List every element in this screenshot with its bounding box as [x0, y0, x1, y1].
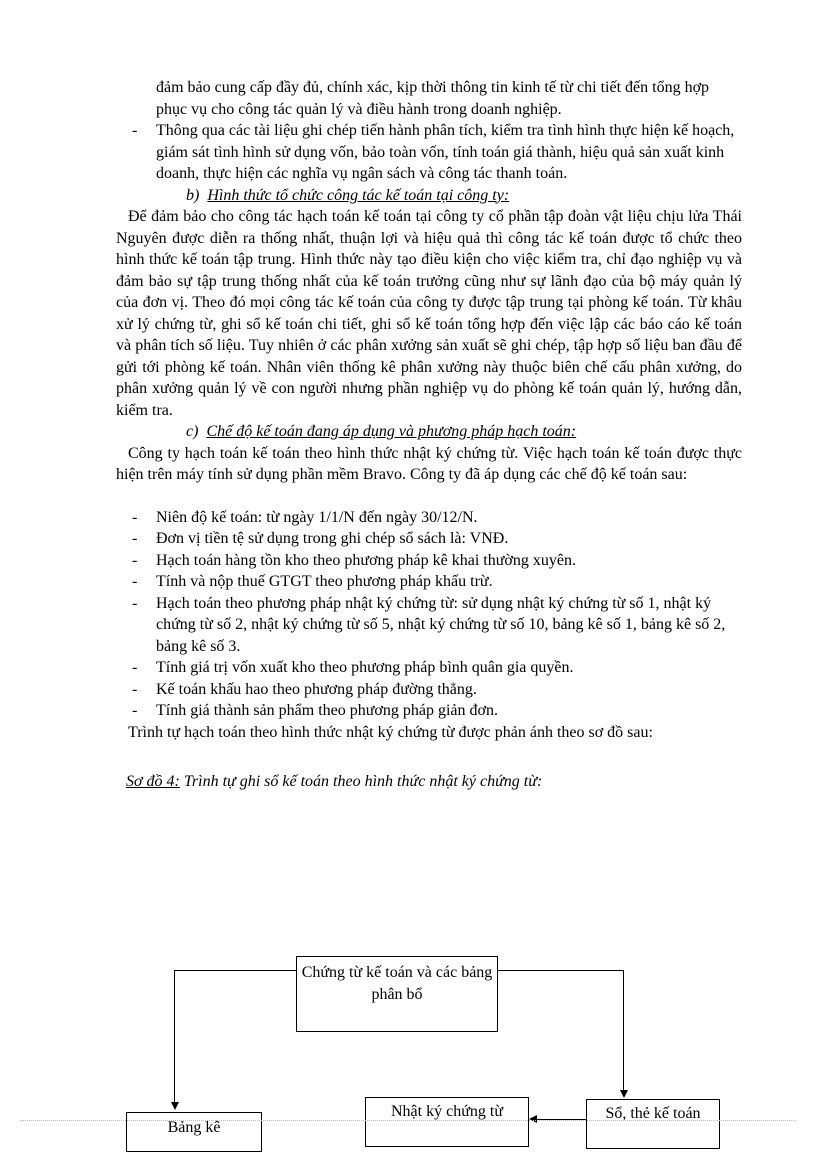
box-label: Sổ, thẻ kế toán	[605, 1105, 701, 1122]
box-detail-ledgers	[586, 1099, 720, 1149]
box-label: Chứng từ kế toán và các bảng phân bổ	[301, 964, 493, 1003]
paragraph-regime-intro: Công ty hạch toán kế toán theo hình thức nhật ký chứng từ. Việc hạch toán kế toán được thực hiện trên máy tính sử dụng phần mềm Bravo. Công ty đã áp dụng các chế độ kế toán sau:	[116, 444, 742, 483]
regime-list	[116, 507, 742, 722]
list-item: - Tính và nộp thuế GTGT theo phương pháp khấu trừ.	[116, 571, 742, 593]
list-item: - Hạch toán hàng tồn kho theo phương pháp kê khai thường xuyên.	[116, 550, 742, 572]
continuation-text: đảm bảo cung cấp đầy đủ, chính xác, kịp thời thông tin kinh tế từ chi tiết đến tổng hợp phục vụ cho công tác quản lý và điều hành trong doanh nghiệp.	[156, 79, 710, 118]
list-item: - Tính giá thành sản phẩm theo phương pháp giản đơn.	[116, 700, 742, 722]
list-item: - Niên độ kế toán: từ ngày 1/1/N đến ngày 30/12/N.	[116, 507, 742, 529]
blank-line	[116, 486, 742, 507]
connector-line	[623, 970, 624, 1091]
box-summary-sheet	[126, 1112, 262, 1152]
paragraph-sequence: Trình tự hạch toán theo hình thức nhật ký chứng từ được phản ánh theo sơ đồ sau:	[128, 723, 653, 741]
caption-text: Trình tự ghi sổ kế toán theo hình thức nhật ký chứng từ:	[183, 773, 543, 790]
document-body	[116, 77, 742, 793]
list-item: - Hạch toán theo phương pháp nhật ký chứng từ: sử dụng nhật ký chứng từ số 1, nhật ký chứng từ số 2, nhật ký chứng từ số 5, nhật ký chứng từ số 10, bảng kê số 1, bảng kê số 2, bảng kê số 3.	[116, 593, 742, 658]
arrow-left-icon	[529, 1115, 537, 1123]
page-break-rule	[20, 1120, 796, 1121]
list-item: - Tính giá trị vốn xuất kho theo phương pháp bình quân gia quyền.	[116, 657, 742, 679]
connector-line	[498, 970, 624, 971]
list-item: - Đơn vị tiền tệ sử dụng trong ghi chép sổ sách là: VNĐ.	[116, 528, 742, 550]
list-item: - Thông qua các tài liệu ghi chép tiến hành phân tích, kiểm tra tình hình thực hiện kế hoạch, giám sát tình hình sử dụng vốn, bảo toàn vốn, tính toán giá thành, hiệu quả sản xuất kinh doanh, thực hiện các nghĩa vụ ngân sách và công tác thanh toán.	[116, 120, 742, 185]
section-b-heading	[186, 185, 742, 207]
box-journal-voucher	[365, 1097, 529, 1147]
section-c-heading	[186, 421, 742, 443]
connector-line	[174, 970, 175, 1103]
box-source-documents	[296, 956, 498, 1032]
section-title: Hình thức tổ chức công tác kế toán tại công ty:	[207, 186, 510, 204]
arrow-down-icon	[620, 1090, 628, 1098]
section-title: Chế độ kế toán đang áp dụng và phương pháp hạch toán:	[206, 423, 577, 440]
intro-bullet-list	[116, 120, 742, 185]
section-marker: b)	[186, 186, 200, 204]
section-marker: c)	[186, 423, 199, 440]
paragraph-organization: Để đảm bảo cho công tác hạch toán kế toán tại công ty cổ phần tập đoàn vật liệu chịu lửa Thái Nguyên được diễn ra thống nhất, thuận lợi và hiệu quả thì công tác kế toán được tổ chức theo hình thức kế toán tập trung. Hình thức này tạo điều kiện cho việc kiểm tra, chỉ đạo nghiệp vụ và đảm bảo sự tập trung thống nhất của kế toán trưởng cũng như sự lãnh đạo của bộ máy quản lý của đơn vị. Theo đó mọi công tác kế toán của công ty được tập trung tại phòng kế toán. Từ khâu xử lý chứng từ, ghi sổ kế toán chi tiết, ghi sổ kế toán tổng hợp đến việc lập các báo cáo kế toán và phân tích số liệu. Tuy nhiên ở các phân xưởng sản xuất sẽ ghi chép, tập hợp số liệu ban đầu để gửi tới phòng kế toán. Nhân viên thống kê phân xưởng này thuộc biên chế cấu phân xưởng, do phân xưởng quản lý về con người nhưng phần nghiệp vụ do phòng kế toán quản lý, hướng dẫn, kiểm tra.	[116, 208, 742, 419]
diagram-caption	[126, 771, 742, 793]
arrow-down-icon	[171, 1102, 179, 1110]
box-label: Nhật ký chứng từ	[391, 1103, 503, 1120]
list-item: - Kế toán khấu hao theo phương pháp đường thẳng.	[116, 679, 742, 701]
connector-line	[174, 970, 296, 971]
box-label: Bảng kê	[167, 1119, 221, 1136]
caption-label: Sơ đồ 4:	[126, 773, 180, 790]
